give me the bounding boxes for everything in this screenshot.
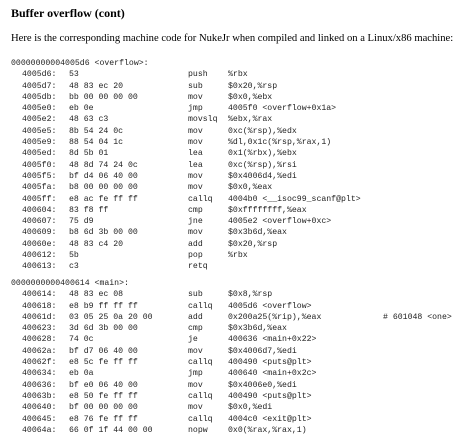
instruction-mnemonic: lea <box>188 149 203 159</box>
instruction-mnemonic: callq <box>188 414 213 424</box>
function-header: 0000000000400614 <main>: <box>11 279 129 288</box>
instruction-address: 40062f: <box>22 358 57 368</box>
instruction-row <box>11 414 471 425</box>
instruction-row <box>11 194 471 205</box>
instruction-operands: 400490 <puts@plt> <box>228 358 312 368</box>
instruction-address: 400628: <box>22 335 57 345</box>
instruction-bytes: 48 63 c3 <box>69 115 109 125</box>
instruction-bytes: bf d4 06 40 00 <box>69 171 138 181</box>
instruction-row <box>11 137 471 148</box>
instruction-bytes: 5b <box>69 251 79 261</box>
instruction-operands: 400636 <main+0x22> <box>228 335 317 345</box>
instruction-address: 40063b: <box>22 391 57 401</box>
instruction-address: 40064a: <box>22 425 57 435</box>
instruction-bytes: 8b 54 24 0c <box>69 126 124 136</box>
instruction-bytes: e8 76 fe ff ff <box>69 414 138 424</box>
instruction-operands: $0x4006d4,%edi <box>228 171 297 181</box>
instruction-address: 40061d: <box>22 312 57 322</box>
instruction-operands: $0x3b6d,%eax <box>228 228 287 238</box>
instruction-mnemonic: cmp <box>188 205 203 215</box>
instruction-operands: 400490 <puts@plt> <box>228 391 312 401</box>
instruction-bytes: 03 05 25 0a 20 00 <box>69 312 153 322</box>
instruction-address: 40060e: <box>22 239 57 249</box>
instruction-row <box>11 227 471 238</box>
instruction-operands: 0x200a25(%rip),%eax <box>228 312 322 322</box>
instruction-operands: $0x0,%eax <box>228 183 273 193</box>
instruction-address: 4005fa: <box>22 183 57 193</box>
instruction-row <box>11 126 471 137</box>
instruction-row <box>11 357 471 368</box>
instruction-row <box>11 205 471 216</box>
instruction-mnemonic: jmp <box>188 369 203 379</box>
instruction-address: 400623: <box>22 324 57 334</box>
instruction-mnemonic: mov <box>188 346 203 356</box>
instruction-bytes: bb 00 00 00 00 <box>69 92 138 102</box>
instruction-row <box>11 312 471 323</box>
instruction-operands: 4005f0 <overflow+0x1a> <box>228 104 337 114</box>
instruction-operands: 0xc(%rsp),%edx <box>228 126 297 136</box>
intro-text: Here is the corresponding machine code for NukeJr when compiled and linked on a Linux/x86 machine: <box>11 33 454 44</box>
instruction-address: 400640: <box>22 403 57 413</box>
instruction-operands: $0x8,%rsp <box>228 290 273 300</box>
instruction-operands: 4005e2 <overflow+0xc> <box>228 217 332 227</box>
instruction-bytes: 8d 5b 01 <box>69 149 109 159</box>
instruction-operands: %dl,0x1c(%rsp,%rax,1) <box>228 138 332 148</box>
instruction-mnemonic: mov <box>188 403 203 413</box>
instruction-row <box>11 69 471 80</box>
instruction-address: 4005e0: <box>22 104 57 114</box>
instruction-row <box>11 103 471 114</box>
instruction-bytes: 48 8d 74 24 0c <box>69 160 138 170</box>
instruction-row <box>11 402 471 413</box>
instruction-mnemonic: mov <box>188 380 203 390</box>
instruction-address: 4005ff: <box>22 194 57 204</box>
instruction-operands: 0x1(%rbx),%ebx <box>228 149 297 159</box>
instruction-address: 4005f0: <box>22 160 57 170</box>
instruction-bytes: 48 83 ec 20 <box>69 81 124 91</box>
instruction-mnemonic: cmp <box>188 324 203 334</box>
instruction-bytes: e8 5c fe ff ff <box>69 358 138 368</box>
instruction-mnemonic: movslq <box>188 115 218 125</box>
instruction-address: 400618: <box>22 301 57 311</box>
instruction-operands: 0xc(%rsp),%rsi <box>228 160 297 170</box>
instruction-address: 4005e5: <box>22 126 57 136</box>
instruction-operands: 4004c0 <exit@plt> <box>228 414 312 424</box>
slide-title: Buffer overflow (cont) <box>11 6 125 20</box>
instruction-row <box>11 425 471 436</box>
instruction-row <box>11 160 471 171</box>
instruction-bytes: eb 0a <box>69 369 94 379</box>
instruction-operands: 4004b0 <__isoc99_scanf@plt> <box>228 194 361 204</box>
instruction-bytes: b8 00 00 00 00 <box>69 183 138 193</box>
instruction-mnemonic: sub <box>188 81 203 91</box>
instruction-bytes: c3 <box>69 262 79 272</box>
instruction-operands: 0x0(%rax,%rax,1) <box>228 425 307 435</box>
instruction-row <box>11 148 471 159</box>
instruction-operands: %rbx <box>228 70 248 80</box>
instruction-mnemonic: jmp <box>188 104 203 114</box>
instruction-bytes: 48 83 ec 08 <box>69 290 124 300</box>
instruction-row <box>11 368 471 379</box>
instruction-address: 400604: <box>22 205 57 215</box>
instruction-address: 4005d6: <box>22 70 57 80</box>
instruction-mnemonic: jne <box>188 217 203 227</box>
instruction-bytes: b8 6d 3b 00 00 <box>69 228 138 238</box>
instruction-address: 4005db: <box>22 92 57 102</box>
instruction-address: 400614: <box>22 290 57 300</box>
instruction-address: 400613: <box>22 262 57 272</box>
instruction-row <box>11 182 471 193</box>
instruction-operands: $0x20,%rsp <box>228 239 278 249</box>
instruction-operands: $0x4006e0,%edi <box>228 380 297 390</box>
instruction-row <box>11 81 471 92</box>
instruction-row <box>11 261 471 272</box>
instruction-operands: $0xffffffff,%eax <box>228 205 307 215</box>
instruction-address: 4005ed: <box>22 149 57 159</box>
instruction-list <box>11 289 471 436</box>
instruction-bytes: e8 50 fe ff ff <box>69 391 138 401</box>
instruction-row <box>11 114 471 125</box>
instruction-mnemonic: sub <box>188 290 203 300</box>
instruction-bytes: e8 b9 ff ff ff <box>69 301 138 311</box>
instruction-bytes: 3d 6d 3b 00 00 <box>69 324 138 334</box>
instruction-bytes: 74 0c <box>69 335 94 345</box>
instruction-mnemonic: mov <box>188 126 203 136</box>
instruction-row <box>11 171 471 182</box>
instruction-address: 40062a: <box>22 346 57 356</box>
instruction-mnemonic: add <box>188 239 203 249</box>
instruction-mnemonic: callq <box>188 358 213 368</box>
instruction-row <box>11 239 471 250</box>
instruction-row <box>11 216 471 227</box>
instruction-list <box>11 69 471 272</box>
main-disassembly <box>11 278 471 436</box>
instruction-mnemonic: je <box>188 335 198 345</box>
instruction-row <box>11 289 471 300</box>
instruction-row <box>11 380 471 391</box>
instruction-operands: $0x4006d7,%edi <box>228 346 297 356</box>
instruction-mnemonic: mov <box>188 92 203 102</box>
instruction-mnemonic: callq <box>188 301 213 311</box>
instruction-bytes: e8 ac fe ff ff <box>69 194 138 204</box>
instruction-bytes: bf 00 00 00 00 <box>69 403 138 413</box>
function-header: 00000000004005d6 <overflow>: <box>11 59 149 68</box>
instruction-mnemonic: mov <box>188 183 203 193</box>
instruction-operands: $0x3b6d,%eax <box>228 324 287 334</box>
instruction-bytes: 48 83 c4 20 <box>69 239 124 249</box>
instruction-bytes: 75 d9 <box>69 217 94 227</box>
instruction-mnemonic: nopw <box>188 425 208 435</box>
instruction-mnemonic: retq <box>188 262 208 272</box>
instruction-mnemonic: callq <box>188 194 213 204</box>
instruction-address: 4005e9: <box>22 138 57 148</box>
instruction-address: 4005e2: <box>22 115 57 125</box>
instruction-mnemonic: push <box>188 70 208 80</box>
instruction-address: 400636: <box>22 380 57 390</box>
instruction-bytes: 88 54 04 1c <box>69 138 124 148</box>
instruction-bytes: bf d7 06 40 00 <box>69 346 138 356</box>
instruction-operands: $0x20,%rsp <box>228 81 278 91</box>
instruction-mnemonic: add <box>188 312 203 322</box>
instruction-address: 400612: <box>22 251 57 261</box>
instruction-row <box>11 323 471 334</box>
instruction-mnemonic: callq <box>188 391 213 401</box>
instruction-mnemonic: mov <box>188 228 203 238</box>
instruction-bytes: eb 0e <box>69 104 94 114</box>
instruction-row <box>11 301 471 312</box>
instruction-row <box>11 334 471 345</box>
instruction-address: 4005f5: <box>22 171 57 181</box>
instruction-operands: $0x0,%edi <box>228 403 273 413</box>
instruction-address: 400609: <box>22 228 57 238</box>
instruction-row <box>11 92 471 103</box>
instruction-mnemonic: mov <box>188 171 203 181</box>
instruction-operands: %rbx <box>228 251 248 261</box>
instruction-operands: $0x0,%ebx <box>228 92 273 102</box>
instruction-comment: # 601048 <one> <box>383 312 452 322</box>
instruction-address: 4005d7: <box>22 81 57 91</box>
instruction-address: 400607: <box>22 217 57 227</box>
instruction-bytes: 53 <box>69 70 79 80</box>
instruction-bytes: 83 f8 ff <box>69 205 109 215</box>
instruction-bytes: bf e0 06 40 00 <box>69 380 138 390</box>
instruction-operands: %ebx,%rax <box>228 115 273 125</box>
instruction-operands: 400640 <main+0x2c> <box>228 369 317 379</box>
instruction-row <box>11 250 471 261</box>
instruction-address: 400634: <box>22 369 57 379</box>
instruction-row <box>11 391 471 402</box>
instruction-mnemonic: pop <box>188 251 203 261</box>
overflow-disassembly <box>11 58 471 273</box>
instruction-row <box>11 346 471 357</box>
instruction-operands: 4005d6 <overflow> <box>228 301 312 311</box>
instruction-bytes: 66 0f 1f 44 00 00 <box>69 425 153 435</box>
instruction-mnemonic: mov <box>188 138 203 148</box>
instruction-mnemonic: lea <box>188 160 203 170</box>
instruction-address: 400645: <box>22 414 57 424</box>
